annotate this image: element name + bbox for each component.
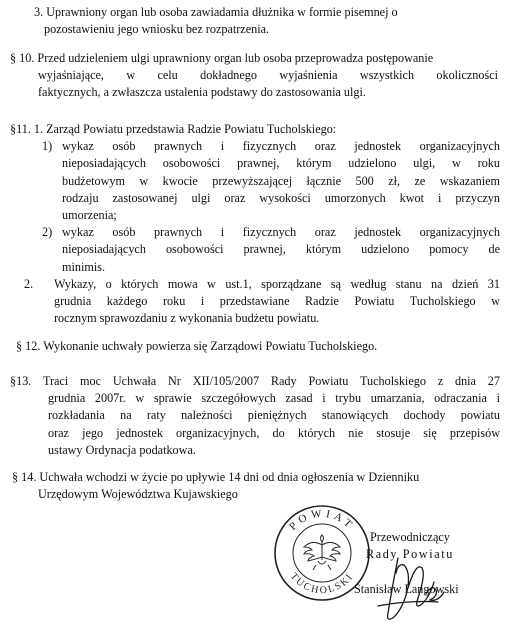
section-11 (10, 121, 500, 327)
seal-top-text: POWIAT (286, 507, 357, 533)
text-line: umorzenia; (62, 208, 117, 223)
text-line: Wykazy, o których mowa w ust.1, sporządzane są według stanu na dzień 31 (54, 276, 500, 291)
text-line: rodzaju zastosowanej ulgi oraz wysokości umorzonych kwot i przyczyn (62, 190, 500, 205)
text-line: ustawy Ordynacja podatkowa. (48, 442, 196, 457)
text-line: oraz jego jednostek organizacyjnych, do których nie stosuje się przepisów (48, 425, 500, 440)
text-line: grudnia każdego roku i przedstawiane Radzie Powiatu Tucholskiego w (54, 294, 500, 309)
text-line: grudnia 2007r. w sprawie szczegółowych zasad i trybu umarzania, odraczania i (48, 391, 500, 406)
section-10-paragraph (10, 50, 498, 102)
text-line: faktycznych, a zwłaszcza ustalenia podstawy do zastosowania ulgi. (38, 85, 366, 100)
text-line: budżetowym w kwocie przewyższającej łącznie 500 zł, ze wskazaniem (62, 173, 500, 188)
section-13-paragraph (10, 373, 500, 459)
seal-bottom-text: TUCHOLSKI (287, 571, 357, 597)
text-line: rocznym sprawozdaniu z wykonania budżetu powiatu. (54, 311, 320, 326)
text-line: nieposiadających osobowości prawnej, którym udzielono pomocy de (62, 242, 500, 257)
section-11-heading: §11. 1. Zarząd Powiatu przedstawia Radzie Powiatu Tucholskiego: (10, 122, 337, 136)
text-line: § 10. Przed udzieleniem ulgi uprawniony organ lub osoba przeprowadza postępowanie (10, 51, 434, 65)
signatory-title: Przewodniczący (370, 530, 450, 544)
signatory-name: Stanisław Langowski (354, 582, 459, 596)
council-name: Rady Powiatu (366, 547, 454, 561)
svg-text:TUCHOLSKI (288, 571, 356, 596)
text-line: § 12. Wykonanie uchwały powierza się Zarządowi Powiatu Tucholskiego. (16, 339, 378, 353)
text-line: nieposiadających osobowości prawnej, którym udzielono ulgi, w roku (62, 156, 500, 171)
text-line: 3. Uprawniony organ lub osoba zawiadamia dłużnika w formie pisemnej o (34, 5, 398, 19)
text-line: wyjaśniające, w celu dokładnego wyjaśnienia wszystkich okoliczności (38, 68, 498, 83)
text-line: Urzędowym Województwa Kujawskiego (38, 487, 238, 502)
text-line: minimis. (62, 259, 106, 274)
list-item (10, 224, 500, 276)
section-12-paragraph (16, 338, 496, 355)
text-line: rozkładania na raty należności pieniężnych stanowiących dochody powiatu (48, 408, 500, 423)
list-item-text (62, 138, 500, 224)
paragraph-number: 2. (24, 276, 34, 291)
list-item-text (62, 224, 500, 276)
eagle-emblem-icon (304, 535, 340, 570)
text-line: §13. Traci moc Uchwała Nr XII/105/2007 Rady Powiatu Tucholskiego z dnia 27 (10, 374, 500, 388)
list-number: 2) (42, 225, 53, 240)
handwritten-signature (368, 548, 468, 628)
section-14-paragraph (12, 469, 500, 503)
text-line: wykaz osób prawnych i fizycznych oraz jednostek organizacyjnych (62, 139, 500, 154)
text-line: wykaz osób prawnych i fizycznych oraz jednostek organizacyjnych (62, 225, 500, 240)
list-item (10, 138, 500, 224)
text-line: pozostawieniu jego wniosku bez rozpatrzenia. (44, 22, 270, 37)
paragraph-text (54, 276, 500, 328)
list-number: 1) (42, 139, 53, 154)
svg-text:POWIAT (287, 508, 357, 533)
text-line: § 14. Uchwała wchodzi w życie po upływie 14 dni od dnia ogłoszenia w Dzienniku (12, 470, 420, 484)
section-3-paragraph (34, 4, 498, 38)
paragraph-2 (10, 276, 500, 328)
